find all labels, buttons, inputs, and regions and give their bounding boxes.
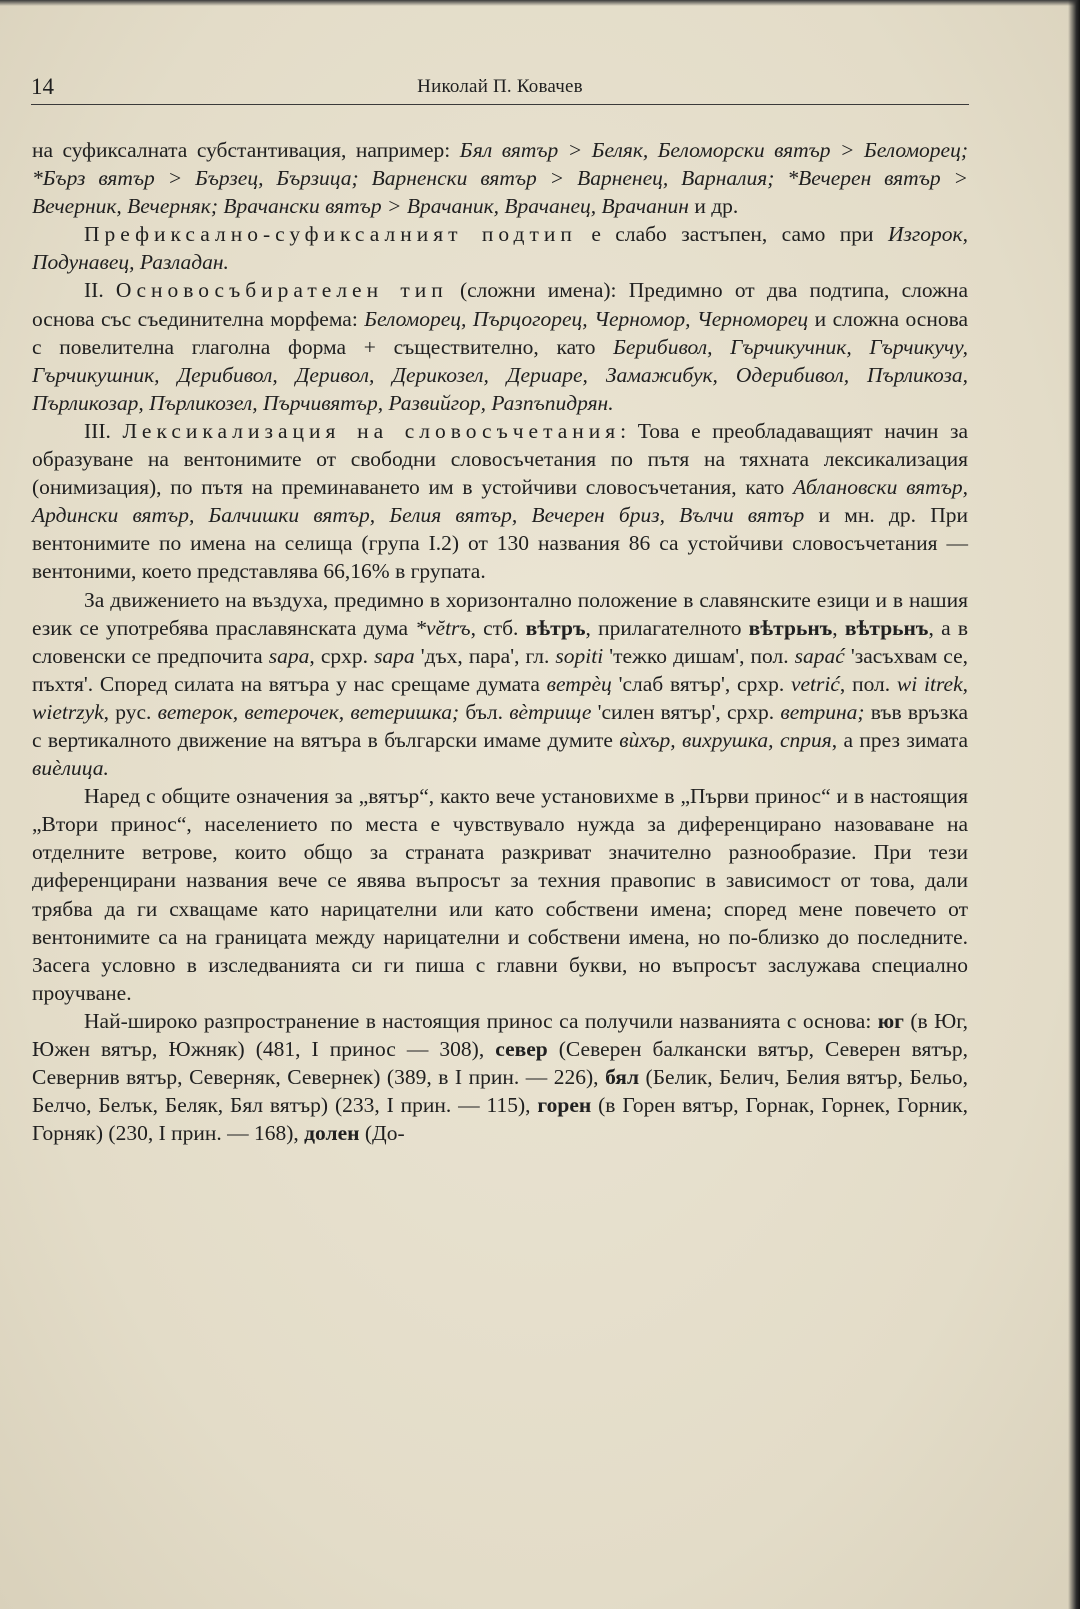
text-run: и мн. др. При вентонимите по имена на селища (група I.2) от 130 названия 86 са устойчиви словосъчетания — вентоними, което представлява 66,16% в групата. (32, 503, 969, 584)
text-run: (Белик, Белич, Белия вятър, Бельо, Белчо, Белък, Беляк, Бял вятър) (233, I прин. — 115), (32, 1065, 969, 1118)
text-run: Най-широко разпространение в настоящия принос са получили названията с основа: (84, 1008, 878, 1033)
italic-term: Бял вятър > Беляк, Беломорски вятър > Беломорец; *Бърз вятър > Бързец, Бързица; Варненски вятър > Варненец, Варналия; *Вечерен вятър > Вечерник, Вечерняк; Врачански вятър > Врачаник, Врачанец, Врачанин (32, 138, 968, 219)
bold-term: бял (605, 1065, 640, 1090)
bold-term: вѣтрьнъ (844, 615, 929, 640)
bold-term: вѣтръ (525, 615, 586, 640)
italic-term: ветрина; (780, 699, 865, 724)
text-run: и др. (688, 194, 739, 219)
italic-term: Аблановски вятър, Ардински вятър, Балчишки вятър, Белия вятър, Вечерен бриз, Вълчи вятър (32, 475, 968, 528)
text-run: III. (84, 418, 123, 443)
text-run: и сложна основа с повелителна глаголна форма + съществително, като (32, 306, 968, 359)
paragraph (32, 136, 968, 220)
text-run: , срхр. (309, 643, 375, 668)
italic-term: *vĕtrъ (415, 615, 471, 640)
paragraph (32, 220, 968, 276)
text-run: 'тежко дишам', пол. (603, 643, 795, 668)
text-run: 'слаб вятър', срхр. (611, 671, 791, 696)
bold-term: вѣтрьнъ (748, 615, 833, 640)
spaced-heading: Лексикализация на словосъчетания (122, 418, 621, 443)
text-run: Наред с общите означения за „вятър“, както вече установихме в „Първи принос“ и в настоящия „Втори принос“, населението по места е чувствувало нужда за диференцирано назоваване на отделните ветрове, които общо за страната разкриват значително разнообразие. При тези диференцирани названия вече се явява въпросът за техния правопис в зависимост от това, дали трябва да ги схващаме като нарицателни или като собствени имена; според мене повечето от вентонимите са на границата между нарицателни и собствени имена, но по-близко до последните. Засега условно в изследванията си ги пиша с главни букви, но въпросът заслужава специално проучване. (32, 784, 968, 1005)
bold-term: север (495, 1037, 548, 1061)
italic-term: Изгорок, Подунавец, Разладан. (32, 222, 968, 275)
paragraph (32, 586, 968, 783)
text-run: 'дъх, пара', гл. (414, 643, 556, 668)
paragraph (32, 276, 968, 416)
page-binding-edge (1068, 0, 1080, 1609)
spaced-heading: Префиксално-суфиксалният подтип (84, 222, 577, 247)
text-run: , пол. (839, 671, 897, 696)
top-edge-shadow (0, 0, 1080, 6)
text-run: , а през зимата (831, 727, 968, 752)
italic-term: вѐтрище (509, 699, 592, 724)
text-run: 'засъхвам се, пъхтя'. Според силата на вятъра у нас срещаме думата (32, 643, 968, 696)
text-run: II. (84, 278, 116, 303)
text-run: , стб. (470, 615, 526, 640)
text-run: (сложни имена): Предимно от два подтипа, сложна основа със съединителна морфема: (32, 278, 968, 331)
paragraph (32, 1007, 968, 1147)
italic-term: vetrić (790, 671, 840, 696)
text-run: За движението на въздуха, предимно в хоризонтално положение в славянските езици и в нашия език се употребява праславянската дума (32, 587, 968, 640)
text-run: на суфиксалната субстантивация, например: (32, 138, 460, 162)
paragraph (32, 417, 968, 586)
bold-term: горен (537, 1093, 592, 1118)
italic-term: wi itrek, wietrzyk (32, 671, 968, 724)
italic-term: Беломорец, Пърцогорец, Черномор, Черноморец (364, 306, 809, 331)
page-number: 14 (31, 74, 54, 99)
text-run: (в Юг, Южен вятър, Южняк) (481, I принос — 308), (32, 1008, 969, 1061)
italic-term: sapać (794, 643, 845, 668)
italic-term: вѝхър, вихрушка, сприя (619, 727, 832, 752)
page-header (31, 70, 969, 105)
text-run: 'силен вятър', срхр. (591, 699, 781, 724)
italic-term: виѐлица. (32, 756, 109, 781)
text-run: : Това е преобладаващият начин за образуване на вентонимите от свободни словосъчетания по пътя на тяхната лексикализация (онимизация), по пътя на преминаването им в устойчиви словосъчетания, като (32, 418, 968, 500)
bold-term: юг (877, 1008, 904, 1033)
italic-term: sapa (268, 643, 310, 668)
text-run: във връзка с вертикалното движение на вятъра в български имаме думите (32, 699, 969, 752)
paragraph (32, 782, 968, 1007)
running-head: Николай П. Ковачев (417, 76, 583, 97)
text-run: (в Горен вятър, Горнак, Горнек, Горник, Горняк) (230, I прин. — 168), (32, 1093, 968, 1146)
text-run: е слабо застъпен, само при (576, 222, 888, 247)
italic-term: ветрѐц (546, 671, 612, 696)
italic-term: sapa (374, 643, 415, 668)
spaced-heading: Основосъбирателен тип (115, 278, 448, 303)
text-run: бъл. (459, 699, 510, 724)
text-run: (До- (359, 1121, 405, 1146)
italic-term: sopiti (555, 643, 604, 668)
text-run: , (832, 615, 845, 640)
text-run: , рус. (103, 699, 158, 724)
text-run: , а в словенски се предпочита (32, 615, 968, 668)
bold-term: долен (304, 1121, 360, 1146)
text-body (32, 136, 968, 1147)
italic-term: ветерок, ветерочек, ветеришка; (157, 699, 460, 724)
italic-term: Берибивол, Гърчикучник, Гърчикучу, Гърчикушник, Дерибивол, Деривол, Дерикозел, Дериаре, Замажибук, Одерибивол, Пърликоза, Пърликозар, Пърликозел, Пърчивятър, Развийгор, Разпъпидрян. (32, 334, 968, 415)
text-run: (Северен балкански вятър, Северен вятър, Севернив вятър, Северняк, Севернек) (389, в I прин. — 226), (32, 1037, 968, 1090)
text-run: , прилагателното (585, 615, 749, 640)
